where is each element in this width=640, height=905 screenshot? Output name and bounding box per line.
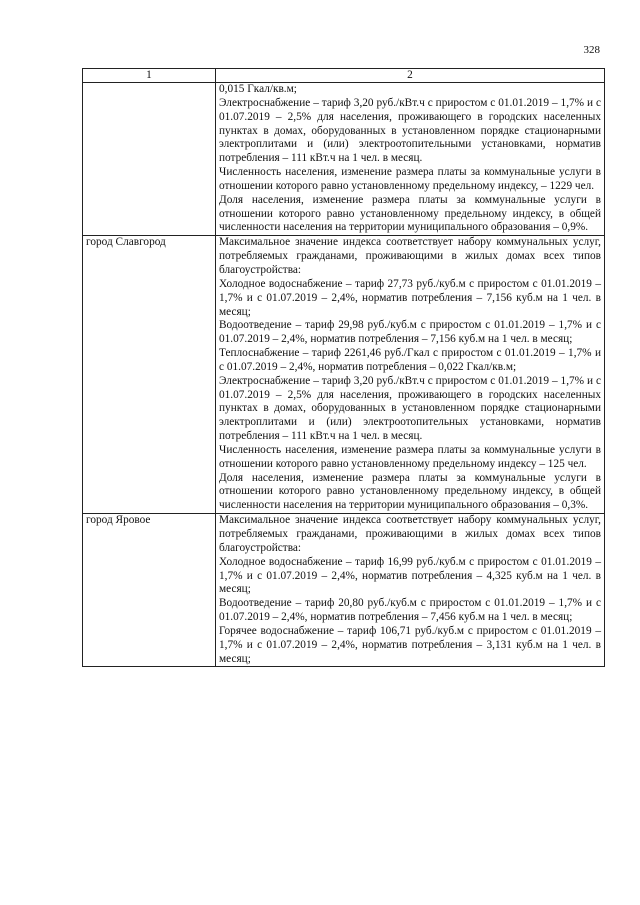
table-row [83, 514, 605, 667]
description-paragraph: Доля населения, изменение размера платы за коммунальные услуги в отношении которого равно установленному предельному индексу, в общей численности населения на территории муниципального образования – 0,3%. [219, 471, 601, 512]
description-cell [216, 83, 605, 236]
description-paragraph: Электроснабжение – тариф 3,20 руб./кВт.ч с приростом с 01.01.2019 – 1,7% и с 01.07.2019 – 2,5% для населения, проживающего в городских населенных пунктах в домах, оборудованных в установленном порядке стационарными электроплитами и (или) электроотопительных установками, норматив потребления – 111 кВт.ч на 1 чел. в месяц. [219, 374, 601, 443]
description-paragraph: Максимальное значение индекса соответствует набору коммунальных услуг, потребляемых гражданами, проживающими в жилых домах всех типов благоустройства: [219, 236, 601, 276]
table-header-row [83, 69, 605, 83]
description-paragraph: 0,015 Гкал/кв.м; [219, 83, 297, 95]
table-body [83, 83, 605, 667]
description-paragraph: Численность населения, изменение размера платы за коммунальные услуги в отношении которого равно установленному предельному индексу, – 1229 чел. [219, 166, 601, 192]
table-row [83, 83, 605, 236]
description-paragraph: Теплоснабжение – тариф 2261,46 руб./Гкал с приростом с 01.01.2019 – 1,7% и с 01.07.2019 – 2,4%, норматив потребления – 0,022 Гкал/кв.м; [219, 347, 601, 373]
description-cell [216, 514, 605, 667]
description-paragraph: Холодное водоснабжение – тариф 16,99 руб./куб.м с приростом с 01.01.2019 – 1,7% и с 01.07.2019 – 2,4%, норматив потребления – 4,325 куб.м на 1 чел. в месяц; [219, 555, 601, 596]
description-cell [216, 236, 605, 514]
description-paragraph: Водоотведение – тариф 20,80 руб./куб.м с приростом с 01.01.2019 – 1,7% и с 01.07.2019 – 2,4%, норматив потребления – 7,456 куб.м на 1 чел. в месяц; [219, 597, 601, 624]
description-paragraph: Доля населения, изменение размера платы за коммунальные услуги в отношении которого равно установленному предельному индексу, в общей численности населения на территории муниципального образования – 0,9%. [219, 193, 601, 234]
page-number: 328 [583, 44, 600, 56]
description-paragraph: Горячее водоснабжение – тариф 106,71 руб./куб.м с приростом с 01.01.2019 – 1,7% и с 01.07.2019 – 2,4%, норматив потребления – 3,131 куб.м на 1 чел. в месяц; [219, 624, 601, 665]
municipality-cell: город Яровое [83, 514, 216, 667]
description-paragraph: Максимальное значение индекса соответствует набору коммунальных услуг, потребляемых гражданами, проживающими в жилых домах всех типов благоустройства: [219, 514, 601, 554]
table-row [83, 236, 605, 514]
municipality-cell [83, 83, 216, 236]
tariff-table [82, 68, 605, 667]
description-paragraph: Водоотведение – тариф 29,98 руб./куб.м с приростом с 01.01.2019 – 1,7% и с 01.07.2019 – 2,4%, норматив потребления – 7,156 куб.м на 1 чел. в месяц; [219, 319, 601, 346]
description-paragraph: Холодное водоснабжение – тариф 27,73 руб./куб.м с приростом с 01.01.2019 – 1,7% и с 01.07.2019 – 2,4%, норматив потребления – 7,156 куб.м на 1 чел. в месяц; [219, 277, 601, 318]
municipality-cell: город Славгород [83, 236, 216, 514]
description-paragraph: Электроснабжение – тариф 3,20 руб./кВт.ч с приростом с 01.01.2019 – 1,7% и с 01.07.2019 – 2,5% для населения, проживающего в городских населенных пунктах в домах, оборудованных в установленном порядке стационарными электроплитами и (или) электроотопительными установками, норматив потребления – 111 кВт.ч на 1 чел. в месяц. [219, 96, 601, 165]
column-header-1: 1 [83, 69, 216, 83]
description-paragraph: Численность населения, изменение размера платы за коммунальные услуги в отношении которого равно установленному предельному индексу – 125 чел. [219, 443, 601, 470]
column-header-2: 2 [216, 69, 605, 83]
